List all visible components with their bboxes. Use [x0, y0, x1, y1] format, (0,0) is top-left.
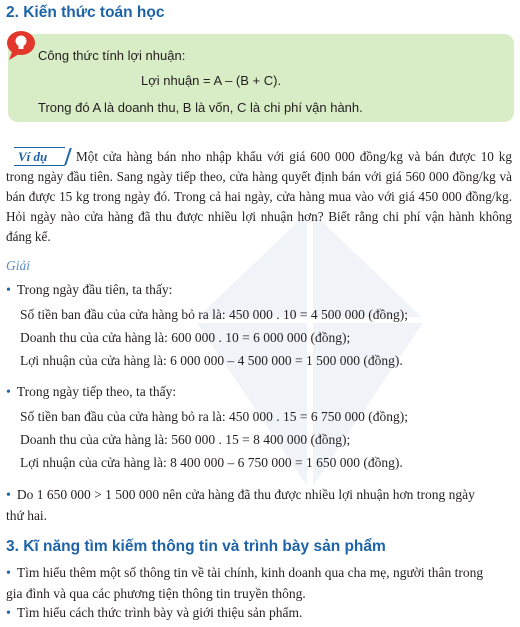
day2-intro: • Trong ngày tiếp theo, ta thấy: — [6, 384, 177, 400]
day1-profit: Lợi nhuận của cửa hàng là: 6 000 000 – 4 500 000 = 1 500 000 (đồng). — [20, 353, 403, 368]
day1-intro: • Trong ngày đầu tiên, ta thấy: — [6, 282, 173, 298]
conclusion: • Do 1 650 000 > 1 500 000 nên cửa hàng đã thu được nhiều lợi nhuận hơn trong ngày thứ hai. — [6, 487, 475, 523]
day2-profit: Lợi nhuận của cửa hàng là: 8 400 000 – 6 750 000 = 1 650 000 (đồng). — [20, 455, 403, 470]
bullet-dot-icon: • — [6, 283, 11, 298]
day1-revenue: Doanh thu của cửa hàng là: 600 000 . 10 = 6 000 000 (đồng); — [20, 330, 351, 345]
lightbulb-chat-icon — [4, 28, 38, 62]
example-label: Ví dụ — [14, 147, 65, 166]
day2-cost: Số tiền ban đầu của cửa hàng bỏ ra là: 450 000 . 15 = 6 750 000 (đồng); — [20, 409, 408, 424]
solution-label: Giải — [6, 258, 31, 273]
formula-expression: Lợi nhuận = A – (B + C). — [141, 73, 282, 88]
day1-cost: Số tiền ban đầu của cửa hàng bỏ ra là: 450 000 . 10 = 4 500 000 (đồng); — [20, 307, 408, 322]
bullet-dot-icon: • — [6, 606, 11, 621]
formula-explanation: Trong đó A là doanh thu, B là vốn, C là chi phí vận hành. — [38, 100, 363, 115]
formula-box — [8, 34, 514, 122]
bullet-dot-icon: • — [6, 385, 11, 400]
section-heading-math: 2. Kiến thức toán học — [6, 4, 165, 21]
example-text: Một cửa hàng bán nho nhập khẩu với giá 600 000 đồng/kg và bán được 10 kg trong ngày đầu tiên. Sang ngày tiếp theo, cửa hàng quyết định bán với giá 560 000 đồng/kg và bán được 15 kg trong ngày đó. Trong cả hai ngày, cửa hàng mua vào với giá 450 000 đồng/kg. Hỏi ngày nào cửa hàng đã thu được nhiều lợi nhuận hơn? Biết rằng chi phí vận hành không đáng kể. — [6, 149, 512, 244]
skill-item-2: • Tìm hiểu cách thức trình bày và giới thiệu sản phẩm. — [6, 605, 303, 621]
skill-item-1: • Tìm hiểu thêm một số thông tin về tài chính, kinh doanh qua cha mẹ, người thân trong gia đình và qua các phương tiện thông tin truyền thông. — [6, 565, 484, 601]
bullet-dot-icon: • — [6, 488, 11, 503]
formula-title: Công thức tính lợi nhuận: — [38, 48, 186, 63]
section-heading-skills: 3. Kĩ năng tìm kiếm thông tin và trình bày sản phẩm — [6, 538, 386, 555]
bullet-dot-icon: • — [6, 566, 11, 581]
day2-revenue: Doanh thu của cửa hàng là: 560 000 . 15 = 8 400 000 (đồng); — [20, 432, 351, 447]
example-paragraph — [6, 147, 512, 247]
